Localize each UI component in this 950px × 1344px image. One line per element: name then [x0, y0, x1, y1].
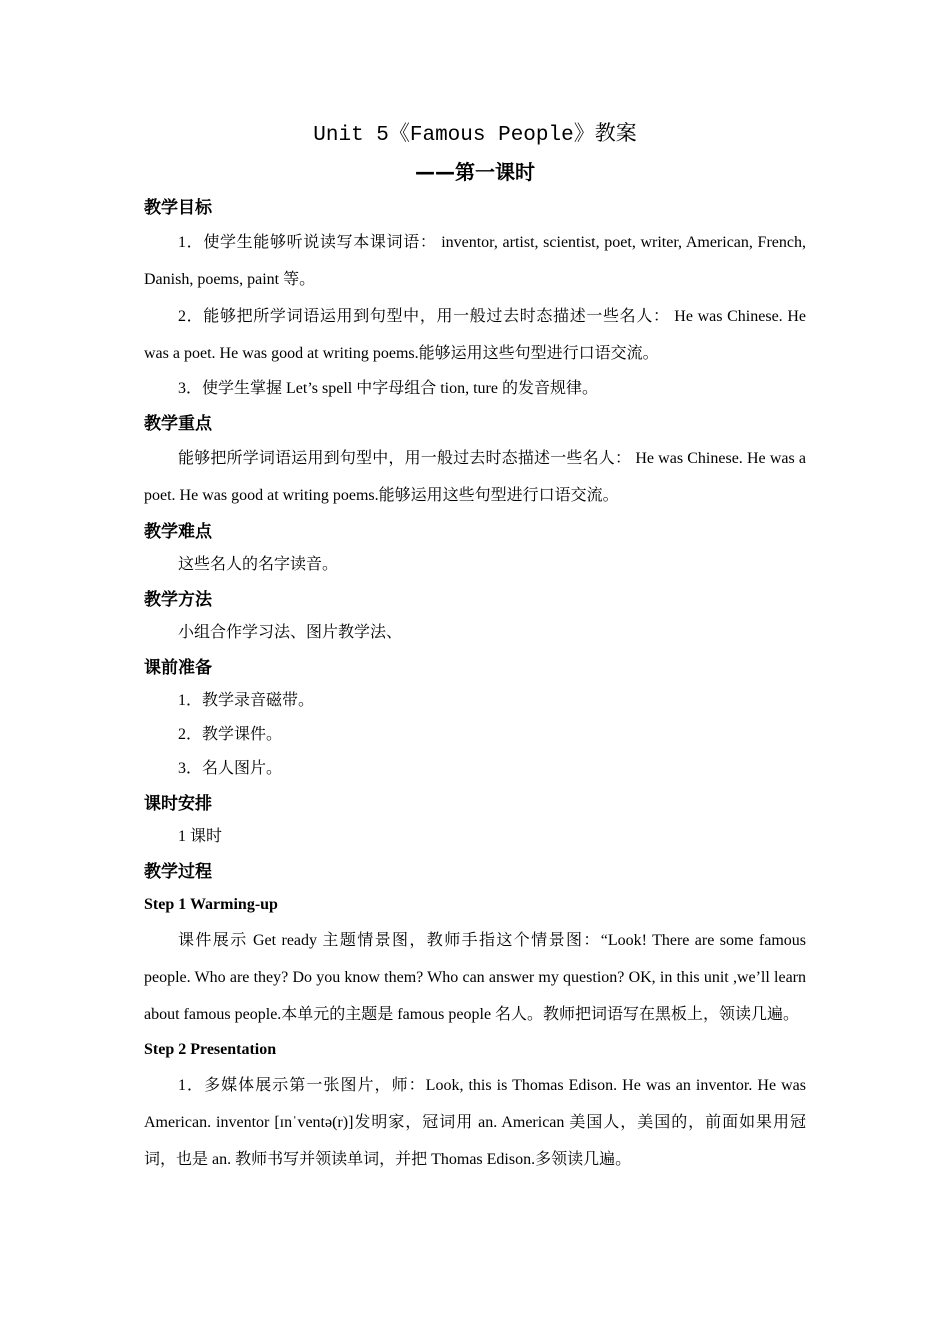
key-points-text: 能够把所学词语运用到句型中，用一般过去时态描述一些名人： He was Chinese. He was a poet. He was good at writing poems.能够运用这些句型进行口语交流。	[144, 450, 806, 504]
difficulties-text: 这些名人的名字读音。	[178, 556, 339, 573]
preparation-item: 2．教学课件。	[178, 726, 283, 743]
heading-key-points: 教学重点	[144, 414, 212, 434]
schedule-text: 1 课时	[178, 828, 223, 845]
page-subtitle: ——第一课时	[415, 160, 535, 184]
preparation-item: 3．名人图片。	[178, 760, 283, 777]
step1-title: Step 1 Warming-up	[144, 896, 278, 913]
document-page	[144, 118, 806, 1178]
step2-text: 1．多媒体展示第一张图片，师：Look, this is Thomas Edison. He was an inventor. He was American. inventor [ɪnˈventə(r)]发明家，冠词用 an. American 美国人，美国的，前面如果用冠词，也是 an. 教师书写并领读单词，并把 Thomas Edison.多领读几遍。	[144, 1077, 806, 1168]
step1-text: 课件展示 Get ready 主题情景图，教师手指这个情景图：“Look! There are some famous people. Who are they? Do you know them? Who can answer my question? OK, in this unit ,we’ll learn about famous people.本单元的主题是 famous people 名人。教师把词语写在黑板上，领读几遍。	[144, 932, 806, 1023]
objective-item: 3．使学生掌握 Let’s spell 中字母组合 tion, ture 的发音规律。	[178, 380, 598, 397]
heading-process: 教学过程	[144, 862, 212, 882]
objective-item: 1．使学生能够听说读写本课词语： inventor, artist, scientist, poet, writer, American, French, Danish, poems, paint 等。	[144, 234, 806, 288]
heading-difficulties: 教学难点	[144, 522, 212, 542]
methods-text: 小组合作学习法、图片教学法、	[178, 624, 403, 641]
heading-methods: 教学方法	[144, 590, 212, 610]
objective-item: 2．能够把所学词语运用到句型中，用一般过去时态描述一些名人： He was Chinese. He was a poet. He was good at writing poems.能够运用这些句型进行口语交流。	[144, 308, 806, 362]
heading-schedule: 课时安排	[144, 794, 212, 814]
heading-preparation: 课前准备	[144, 658, 212, 678]
preparation-item: 1．教学录音磁带。	[178, 692, 315, 709]
heading-objectives: 教学目标	[144, 198, 212, 218]
step2-title: Step 2 Presentation	[144, 1041, 277, 1058]
page-title: Unit 5《Famous People》教案	[313, 124, 637, 147]
